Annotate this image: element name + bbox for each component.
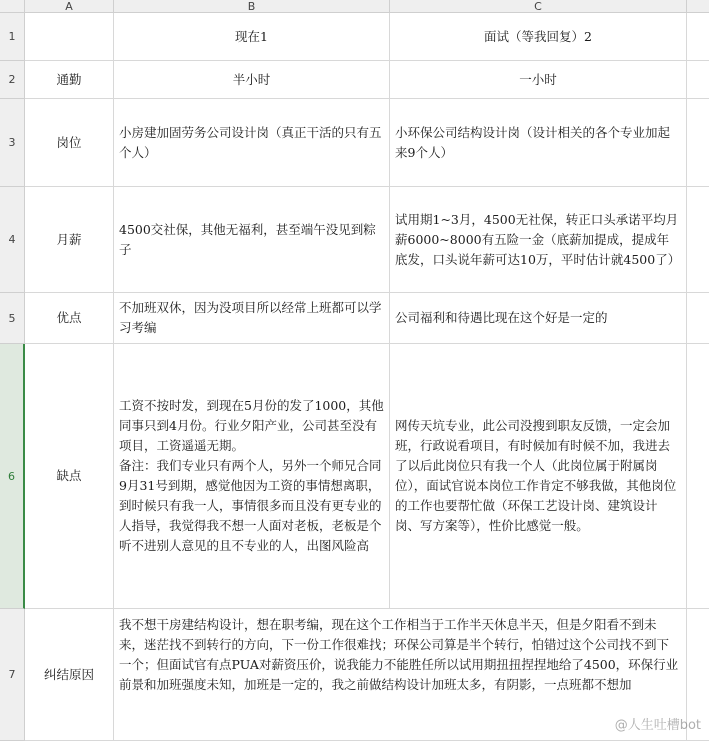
row-header-5[interactable]: 5 [0,293,25,344]
cell-b7-merged[interactable]: 我不想干房建结构设计，想在职考编，现在这个工作相当于工作半天休息半天，但是夕阳看不到未来，迷茫找不到转行的方向，下一份工作很难找；环保公司算是半个转行，怕错过这个公司找不到下一个；但面试官有点PUA对薪资压价，说我能力不能胜任所以试用期扭扭捏捏地给了4500，环保行业前景和加班强度未知，加班是一定的，我之前做结构设计加班太多，有阴影，一点班都不想加 [114,609,687,741]
row-header-4[interactable]: 4 [0,187,25,293]
column-header-c[interactable]: C [390,0,687,13]
cell-a4[interactable]: 月薪 [25,187,114,293]
watermark: @人生吐槽bot [614,718,701,733]
cell-d3[interactable] [687,99,709,187]
cell-c5[interactable]: 公司福利和待遇比现在这个好是一定的 [390,293,687,344]
cell-b6[interactable]: 工资不按时发，到现在5月份的发了1000，其他同事只到4月份。行业夕阳产业，公司甚至没有项目，工资遥遥无期。 备注：我们专业只有两个人，另外一个师兄合同9月31号到期，感觉他因为工资的事情想离职，到时候只有我一人，事情很多而且没有更专业的人指导，我觉得我不想一人面对老板，老板是个听不进别人意见的且不专业的人，出图风险高 [114,344,390,609]
column-header-b[interactable]: B [114,0,390,13]
cell-c1[interactable]: 面试（等我回复）2 [390,13,687,61]
cell-c6[interactable]: 网传天坑专业，此公司没搜到职友反馈，一定会加班，行政说看项目，有时候加有时候不加，我进去了以后此岗位只有我一个人（此岗位属于附属岗位），面试官说本岗位工作肯定不够我做，其他岗位的工作也要帮忙做（环保工艺设计岗、建筑设计岗、写方案等），性价比感觉一般。 [390,344,687,609]
cell-b1[interactable]: 现在1 [114,13,390,61]
cell-b2[interactable]: 半小时 [114,61,390,99]
row-header-2[interactable]: 2 [0,61,25,99]
cell-b3[interactable]: 小房建加固劳务公司设计岗（真正干活的只有五个人） [114,99,390,187]
cell-d5[interactable] [687,293,709,344]
cell-c3[interactable]: 小环保公司结构设计岗（设计相关的各个专业加起来9个人） [390,99,687,187]
cell-c2[interactable]: 一小时 [390,61,687,99]
cell-a1[interactable] [25,13,114,61]
column-header-extra[interactable] [687,0,709,13]
row-header-1[interactable]: 1 [0,13,25,61]
cell-a5[interactable]: 优点 [25,293,114,344]
column-header-a[interactable]: A [25,0,114,13]
cell-d4[interactable] [687,187,709,293]
cell-a2[interactable]: 通勤 [25,61,114,99]
corner-cell[interactable] [0,0,25,13]
cell-a7[interactable]: 纠结原因 [25,609,114,741]
cell-a6[interactable]: 缺点 [25,344,114,609]
cell-b5[interactable]: 不加班双休，因为没项目所以经常上班都可以学习考编 [114,293,390,344]
cell-a3[interactable]: 岗位 [25,99,114,187]
cell-b4[interactable]: 4500交社保，其他无福利，甚至端午没见到粽子 [114,187,390,293]
cell-c4[interactable]: 试用期1~3月，4500无社保，转正口头承诺平均月薪6000~8000有五险一金（底薪加提成，提成年底发，口头说年薪可达10万，平时估计就4500了） [390,187,687,293]
cell-d1[interactable] [687,13,709,61]
row-header-6[interactable]: 6 [0,344,25,609]
cell-d6[interactable] [687,344,709,609]
row-header-7[interactable]: 7 [0,609,25,741]
cell-d2[interactable] [687,61,709,99]
row-header-3[interactable]: 3 [0,99,25,187]
